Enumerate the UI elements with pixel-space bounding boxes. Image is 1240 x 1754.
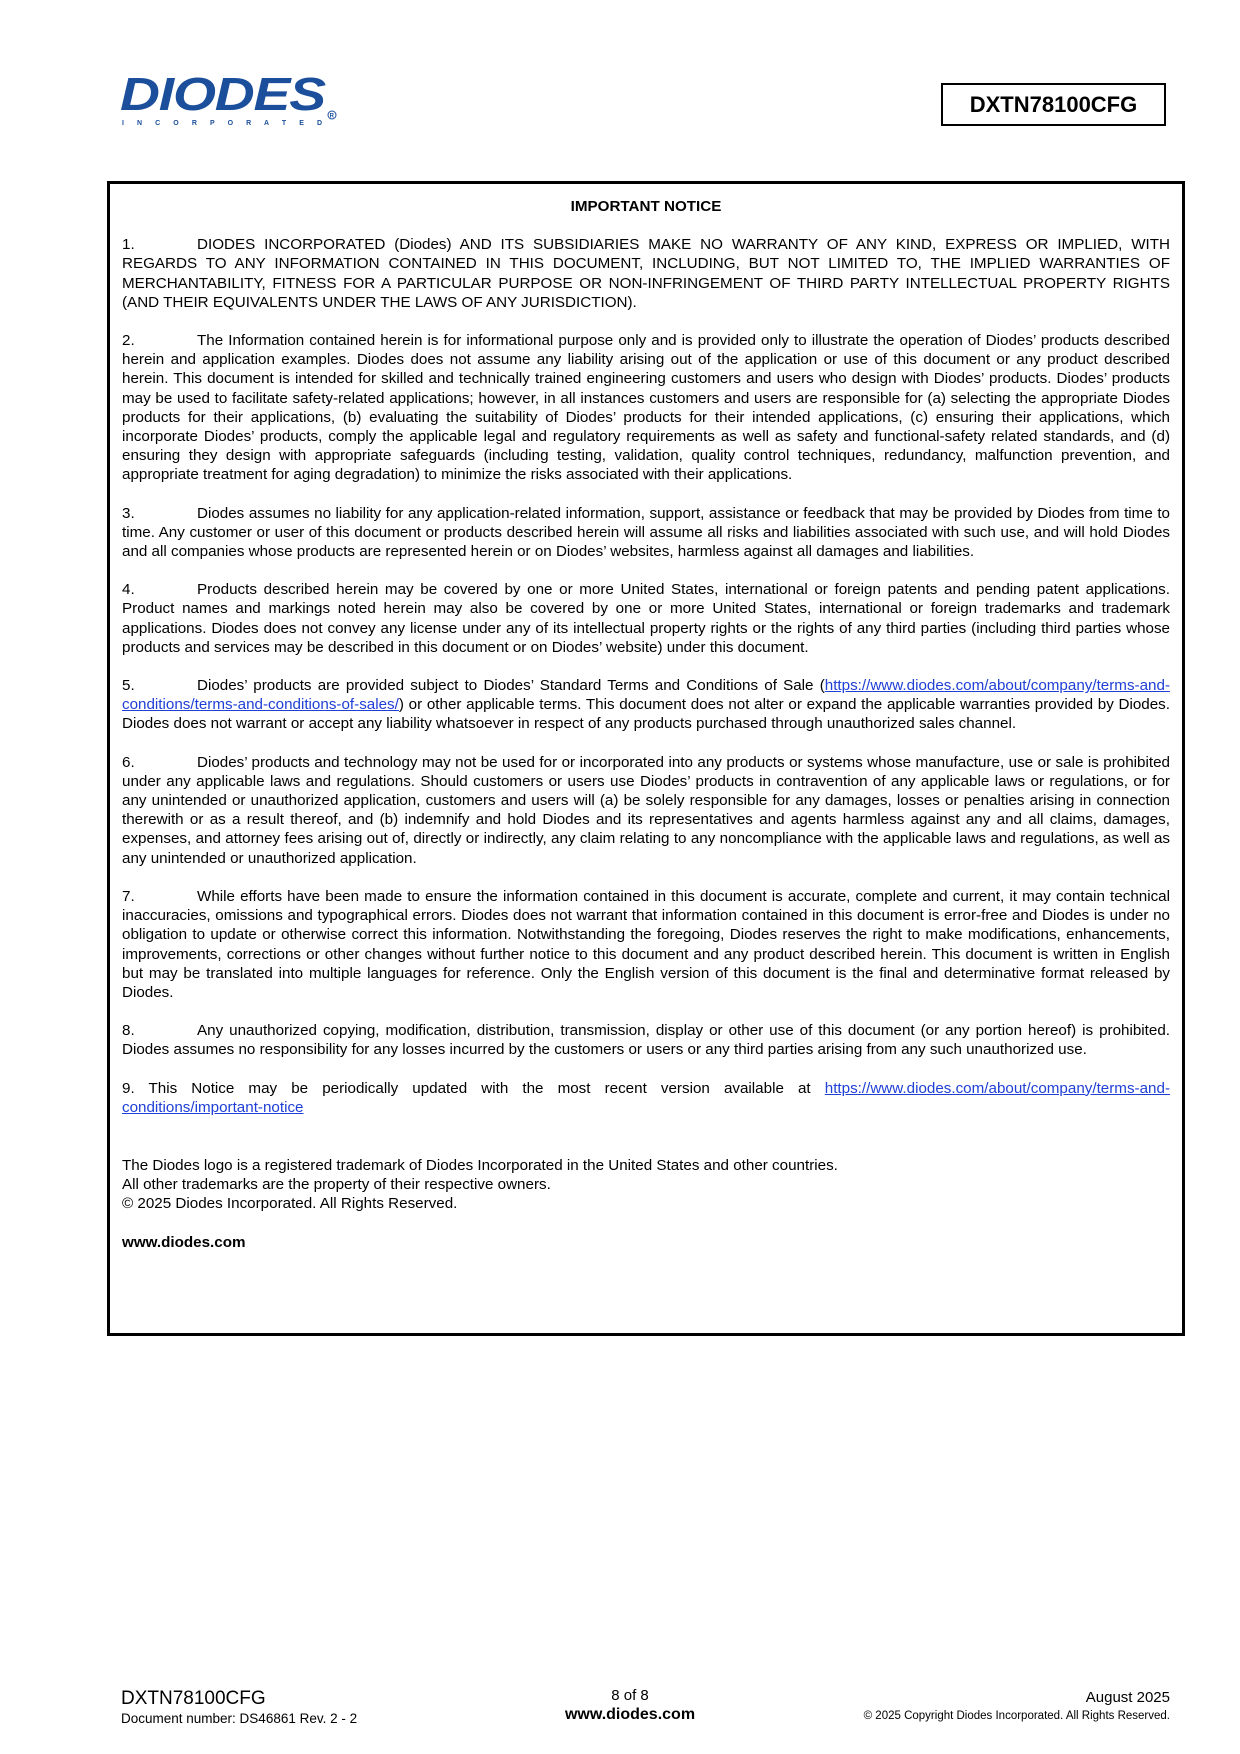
paragraph-text: DIODES INCORPORATED (Diodes) AND ITS SUBSIDIARIES MAKE NO WARRANTY OF ANY KIND, EXPRESS OR IMPLIED, WITH REGARDS TO ANY INFORMATION CONTAINED IN THIS DOCUMENT, INCLUDING, BUT NOT LIMITED TO, THE IMPLIED WARRANTIES OF MERCHANTABILITY, FITNESS FOR A PARTICULAR PURPOSE OR NON-INFRINGEMENT OF THIRD PARTY INTELLECTUAL PROPERTY RIGHTS (AND THEIR EQUIVALENTS UNDER THE LAWS OF ANY JURISDICTION).: [122, 236, 1170, 311]
paragraph-number: 8.: [122, 1022, 135, 1040]
paragraph-text: Products described herein may be covered by one or more United States, international or foreign patents and pending patent applications. Product names and markings noted herein may also be covered by one or more United States, international or foreign trademarks and trademark applications. Diodes does not convey any license under any of its intellectual property rights or the rights of any third parties (including third parties whose products and services may be described in this document or on Diodes’ website) under this document.: [122, 581, 1170, 656]
notice-paragraph-7: [122, 887, 1170, 1002]
paragraph-number: 5.: [122, 677, 135, 695]
footer-part-number: DXTN78100CFG: [121, 1688, 266, 1709]
paragraph-number: 7.: [122, 887, 135, 905]
terms-of-sale-link[interactable]: https://www.diodes.com/about/company/terms-and-conditions/terms-and-conditions-of-sales/: [122, 677, 1170, 714]
header-part-number: DXTN78100CFG: [941, 83, 1166, 126]
paragraph-number: 4.: [122, 581, 135, 599]
notice-paragraph-6: [122, 753, 1170, 868]
paragraph-text-post: ) or other applicable terms. This document does not alter or expand the applicable warranties provided by Diodes. Diodes does not warrant or accept any liability whatsoever in respect of any products purchased through unauthorized sales channel.: [122, 696, 1170, 733]
footer-right: [864, 1688, 1170, 1724]
logo-subtitle: I N C O R P O R A T E D: [122, 120, 323, 127]
footer-date: August 2025: [1085, 1689, 1170, 1706]
diodes-logo: [120, 72, 340, 128]
trademark-line: All other trademarks are the property of their respective owners.: [122, 1176, 551, 1194]
trademark-line: The Diodes logo is a registered trademark of Diodes Incorporated in the United States and other countries.: [122, 1156, 838, 1174]
notice-title: IMPORTANT NOTICE: [570, 198, 722, 215]
paragraph-number: 3.: [122, 504, 135, 522]
footer-left: [121, 1688, 357, 1728]
trademark-statement: [122, 1156, 1170, 1214]
notice-paragraph-5: [122, 676, 1170, 734]
notice-paragraph-4: [122, 580, 1170, 657]
notice-paragraph-9: [122, 1079, 1170, 1117]
important-notice-link[interactable]: https://www.diodes.com/about/company/terms-and-conditions/important-notice: [122, 1079, 1170, 1116]
footer-copyright: © 2025 Copyright Diodes Incorporated. All Rights Reserved.: [863, 1710, 1170, 1722]
paragraph-text: Diodes assumes no liability for any application-related information, support, assistance or feedback that may be provided by Diodes from time to time. Any customer or user of this document or products described herein will assume all risks and liabilities associated with such use, and will hold Diodes and all companies whose products are represented herein or on Diodes’ websites, harmless against all damages and liabilities.: [122, 504, 1170, 561]
paragraph-number: 1.: [122, 236, 135, 254]
paragraph-number: 6.: [122, 753, 135, 771]
paragraph-text: 9. This Notice may be periodically updated with the most recent version available at: [122, 1079, 825, 1097]
paragraph-number: 2.: [122, 332, 135, 350]
paragraph-text-pre: Diodes’ products are provided subject to Diodes’ Standard Terms and Conditions of Sale (: [197, 677, 825, 695]
footer-website: www.diodes.com: [564, 1706, 696, 1723]
notice-website: www.diodes.com: [122, 1233, 246, 1251]
page-number: 8 of 8: [611, 1687, 649, 1704]
paragraph-text: Any unauthorized copying, modification, distribution, transmission, display or other use of this document (or any portion hereof) is prohibited. Diodes assumes no responsibility for any losses incurred by the customers or users or any third parties arising from any such unauthorized use.: [122, 1022, 1170, 1059]
paragraph-text: The Information contained herein is for informational purpose only and is provided only to illustrate the operation of Diodes’ products described herein and application examples. Diodes does not assume any liability arising out of the application or use of this document or any product described herein. This document is intended for skilled and technically trained engineering customers and users who design with Diodes’ products. Diodes’ products may be used to facilitate safety-related applications; however, in all instances customers and users are responsible for (a) selecting the appropriate Diodes products for their applications, (b) evaluating the suitability of Diodes’ products for their intended applications, (c) ensuring their applications, which incorporate Diodes’ products, comply the applicable legal and regulatory requirements as well as safety and functional-safety related standards, and (d) ensuring they design with appropriate safeguards (including testing, validation, quality control techniques, redundancy, malfunction prevention, and appropriate treatment for aging degradation) to minimize the risks associated with their applications.: [122, 332, 1170, 484]
footer-center: [530, 1686, 730, 1725]
notice-paragraph-1: [122, 235, 1170, 312]
paragraph-text: While efforts have been made to ensure the information contained in this document is accurate, complete and current, it may contain technical inaccuracies, omissions and typographical errors. Diodes does not warrant that information contained in this document is error-free and Diodes is under no obligation to update or otherwise correct this information. Notwithstanding the foregoing, Diodes reserves the right to make modifications, enhancements, improvements, corrections or other changes without further notice to this document and any product described herein. This document is written in English but may be translated into multiple languages for reference. Only the English version of this document is the final and determinative format released by Diodes.: [122, 887, 1170, 1001]
registered-mark-letter: R: [329, 113, 334, 120]
notice-paragraph-2: [122, 331, 1170, 485]
logo-wordmark: DIODES: [120, 72, 327, 120]
copyright-line: © 2025 Diodes Incorporated. All Rights Reserved.: [122, 1195, 458, 1213]
important-notice-box: [107, 181, 1185, 1336]
notice-paragraph-3: [122, 504, 1170, 562]
footer-document-number: Document number: DS46861 Rev. 2 - 2: [121, 1711, 358, 1726]
diodes-logo-graphic: [120, 72, 340, 128]
notice-paragraph-8: [122, 1021, 1170, 1059]
paragraph-text: Diodes’ products and technology may not be used for or incorporated into any products or systems whose manufacture, use or sale is prohibited under any applicable laws and regulations. Should customers or users use Diodes’ products in contravention of any applicable laws or regulations, or for any unintended or unauthorized application, customers and users will (a) be solely responsible for any damages, losses or penalties arising in connection therewith or as a result thereof, and (b) indemnify and hold Diodes and its representatives and agents harmless against any and all claims, damages, expenses, and attorney fees arising out of, directly or indirectly, any claim relating to any noncompliance with the applicable laws and regulations, as well as any unintended or unauthorized application.: [122, 753, 1170, 867]
